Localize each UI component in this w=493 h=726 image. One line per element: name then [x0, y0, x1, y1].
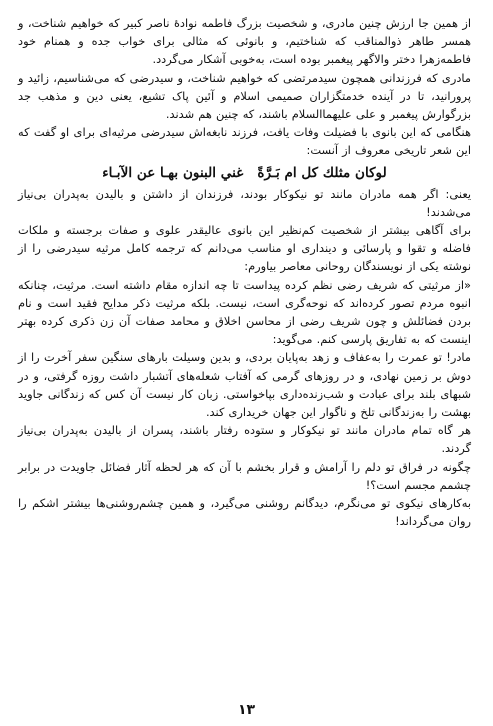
paragraph-mother-worth: از همین جا ارزش چنین مادری، و شخصیت بزرگ فاطمه نوادهٔ ناصر کبیر که خواهیم شناخت، و همسر طاهر ذوالمناقب که شناختیم، و بانوئی که مثالی برای خواب جده و همنام خود فاطمه‌زهرا دختر والاگهر پیغمبر بوده است، به‌خوبی آشکار می‌گردد.	[18, 16, 471, 67]
paragraph-good-deeds: به‌کارهای نیکوی تو می‌نگرم، دیدگانم روشنی می‌گیرد، و همین چشم‌روشنی‌ها بیشتر اشکم را روان می‌گرداند!	[18, 496, 471, 529]
paragraph-quote-start: «از مرثیتی که شریف رضی نظم کرده پیداست تا چه اندازه مقام داشته است. مرثیت، چنانکه انبوه مردم تصور کرده‌اند که نوحه‌گری است، نیست. بلکه مرثیت ذکر مدایح فقید است و نام بردن فضائلش و چون شریف رضی از محاسن اخلاق و محامد صفات آن زن ذکری کرده بهتر اینست که به تفاریق پارسی کنم. می‌گوید:	[18, 277, 471, 347]
arabic-verse	[18, 162, 471, 184]
paragraph-all-mothers: هر گاه تمام مادران مانند تو نیکوکار و ستوده رفتار باشند، پسران از بالیدن به‌پدران بی‌نیاز گردند.	[18, 423, 471, 456]
paragraph-elegy-intro: هنگامی که این بانوی با فضیلت وفات یافت، فرزند نابغه‌اش سیدرضی مرثیه‌ای برای او گفت که این شعر تاریخی معروف از آنست:	[18, 125, 471, 158]
paragraph-separation: چگونه در فراق تو دلم را آرامش و قرار بخشم با آن که هر لحظه آثار فضائل جاویدت در برابر چشمم مجسم است؟!	[18, 459, 471, 492]
page-number: ۱۳	[237, 702, 256, 718]
verse-hemistich-1: لوكان مثلك كل ام بَـرَّةً	[257, 164, 387, 181]
paragraph-sons: مادری که فرزندانی همچون سیدمرتضی که خواهیم شناخت، و سیدرضی که می‌شناسیم، زائید و پرورانید، تا در آینده خدمتگزاران صمیمی اسلام و آئین پاک تشیع، یعنی دین و مذهب جد بزرگوارش پیغمبر و علی علیهماالسلام باشند، که چنین هم شدند.	[18, 70, 471, 122]
paragraph-mother-address: مادر! تو عمرت را به‌عفاف و زهد به‌پایان بردی، و بدین وسیلت بارهای سنگین سفر آخرت را از دوش بر زمین نهادی، و در روزهای گرمی که آفتاب شعله‌های آتشبار داشت روزه گرفتی، و در شبهای بلند برای عبادت و شب‌زنده‌داری بپا‌خواستی. زبان کار نیست آن کس که زندگانی جاوید بهشت را به‌زندگانی تلخ و ناگوار این جهان خریداری کند.	[18, 350, 471, 420]
verse-hemistich-2: غني البنون بهـا عن الآبـاء	[102, 164, 244, 181]
paragraph-verse-translation: یعنی: اگر همه مادران مانند تو نیکوکار بودند، فرزندان از داشتن و بالیدن به‌پدران بی‌نیاز می‌شدند!	[18, 186, 471, 219]
paragraph-further-knowledge: برای آگاهی بیشتر از شخصیت کم‌نظیر این بانوی عالیقدر علوی و صفات برجسته و ملکات فاضله و تقوا و پارسائی و دینداری او مناسب می‌دانم که ترجمه کامل مرثیه سیدرضی را از نوشته یکی از نویسندگان روحانی معاصر بیاورم:	[18, 223, 471, 274]
